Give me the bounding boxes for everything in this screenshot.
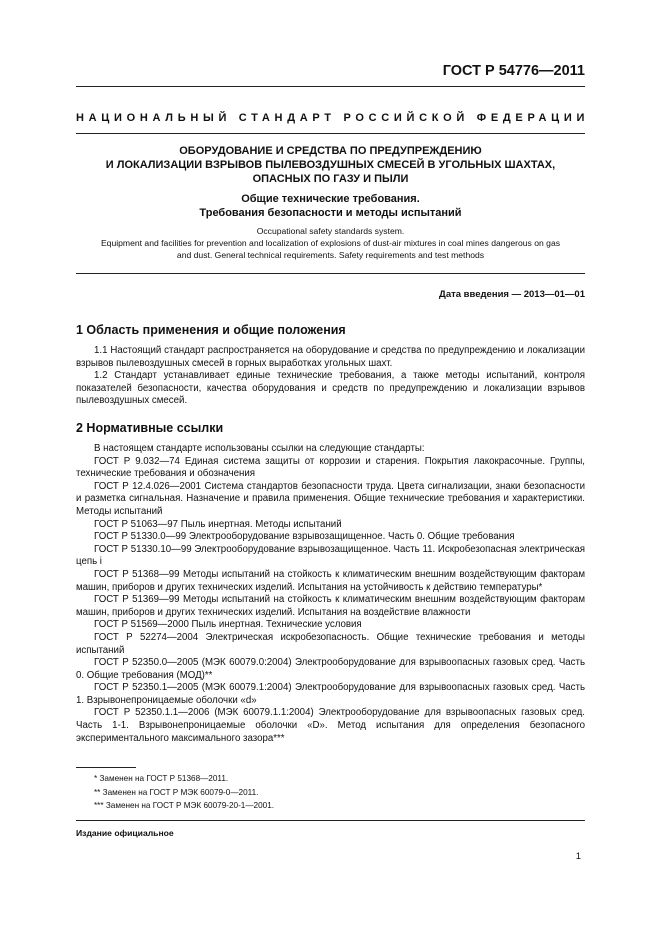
english-line-3: and dust. General technical requirements. Safety requirements and test methods xyxy=(176,250,485,261)
section-2-body xyxy=(76,443,585,745)
subtitle-line-1: Общие технические требования. xyxy=(241,193,420,205)
footnotes xyxy=(76,772,274,813)
official-edition-label: Издание официальное xyxy=(76,828,174,838)
reference-item: ГОСТ Р 52274—2004 Электрическая искробезопасность. Общие технические требования и методы испытаний xyxy=(76,631,585,656)
reference-item: ГОСТ Р 52350.0—2005 (МЭК 60079.0:2004) Электрооборудование для взрывоопасных газовых сред. Часть 0. Общие требования (МОД)** xyxy=(76,657,585,681)
document-subtitle xyxy=(76,192,585,220)
national-standard-heading: НАЦИОНАЛЬНЫЙ СТАНДАРТ РОССИЙСКОЙ ФЕДЕРАЦИИ xyxy=(76,112,590,124)
section-2-heading: 2 Нормативные ссылки xyxy=(76,421,224,435)
reference-item: ГОСТ Р 9.032—74 Единая система защиты от коррозии и старения. Покрытия лакокрасочные. Группы, технические требования и обозначения xyxy=(76,455,585,480)
reference-item: ГОСТ Р 51369—99 Методы испытаний на стойкость к климатическим внешним воздействующим факторам машин, приборов и других технических изделий. Испытания на воздействие влажности xyxy=(76,594,585,618)
footnote-divider xyxy=(76,767,136,768)
english-line-1: Occupational safety standards system. xyxy=(256,226,405,236)
title-line-3: ОПАСНЫХ ПО ГАЗУ И ПЫЛИ xyxy=(252,173,409,185)
document-title xyxy=(76,144,585,186)
footer-divider xyxy=(76,820,585,821)
doc-number: ГОСТ Р 54776—2011 xyxy=(442,63,585,79)
reference-item: ГОСТ Р 51330.10—99 Электрооборудование взрывозащищенное. Часть 11. Искробезопасная электрическая цепь i xyxy=(76,543,585,568)
header-divider xyxy=(76,86,585,87)
paragraph-1-2: 1.2 Стандарт устанавливает единые технические требования, а также методы испытаний, контроля показателей безопасности, качества оборудования и средств по предупреждению и локализации взрывов пылевоздушных смесей. xyxy=(76,370,585,407)
title-line-2: И ЛОКАЛИЗАЦИИ ВЗРЫВОВ ПЫЛЕВОЗДУШНЫХ СМЕСЕЙ В УГОЛЬНЫХ ШАХТАХ, xyxy=(105,159,556,171)
reference-item: ГОСТ Р 51368—99 Методы испытаний на стойкость к климатическим внешним воздействующим факторам машин, приборов и других технических изделий. Испытания на устойчивость к действию температуры* xyxy=(76,568,585,593)
english-divider xyxy=(76,273,585,274)
footnote-3: *** Заменен на ГОСТ Р МЭК 60079-20-1—2001. xyxy=(94,801,275,810)
title-line-1: ОБОРУДОВАНИЕ И СРЕДСТВА ПО ПРЕДУПРЕЖДЕНИЮ xyxy=(179,145,482,157)
page-number: 1 xyxy=(575,851,581,862)
heading-divider xyxy=(76,133,585,134)
paragraph-1-1: 1.1 Настоящий стандарт распространяется на оборудование и средства по предупреждению и локализации взрывов пылевоздушных смесей в горных выработках угольных шахт. xyxy=(76,345,585,369)
references-intro: В настоящем стандарте использованы ссылки на следующие стандарты: xyxy=(94,443,425,454)
reference-item: ГОСТ Р 51063—97 Пыль инертная. Методы испытаний xyxy=(94,518,342,530)
reference-item: ГОСТ Р 52350.1—2005 (МЭК 60079.1:2004) Электрооборудование для взрывоопасных газовых сред. Часть 1. Взрывонепроницаемые оболочки «d» xyxy=(76,682,585,706)
introduction-date: Дата введения — 2013—01—01 xyxy=(439,289,585,300)
reference-item: ГОСТ Р 51569—2000 Пыль инертная. Технические условия xyxy=(94,619,362,631)
section-1-heading: 1 Область применения и общие положения xyxy=(76,323,346,337)
footnote-1: * Заменен на ГОСТ Р 51368—2011. xyxy=(94,774,229,783)
reference-item: ГОСТ Р 52350.1.1—2006 (МЭК 60079.1.1:2004) Электрооборудование для взрывоопасных газовых сред. Часть 1-1. Взрывонепроницаемые оболочки «D». Метод испытания для определения безопасного экспериментального максимального зазора*** xyxy=(76,707,585,744)
reference-item: ГОСТ Р 51330.0—99 Электрооборудование взрывозащищенное. Часть 0. Общие требования xyxy=(94,531,515,543)
reference-item: ГОСТ Р 12.4.026—2001 Система стандартов безопасности труда. Цвета сигнализации, знаки безопасности и разметка сигнальная. Назначение и правила применения. Общие технические требования и характеристики. Методы испытаний xyxy=(76,480,585,517)
english-line-2: Equipment and facilities for prevention and localization of explosions of dust-air mixtures in coal mines dangerous on gas xyxy=(100,238,561,249)
footnote-2: ** Заменен на ГОСТ Р МЭК 60079-0—2011. xyxy=(94,787,259,797)
english-title xyxy=(44,225,617,262)
subtitle-line-2: Требования безопасности и методы испытаний xyxy=(199,207,462,219)
section-1-body xyxy=(76,345,585,408)
